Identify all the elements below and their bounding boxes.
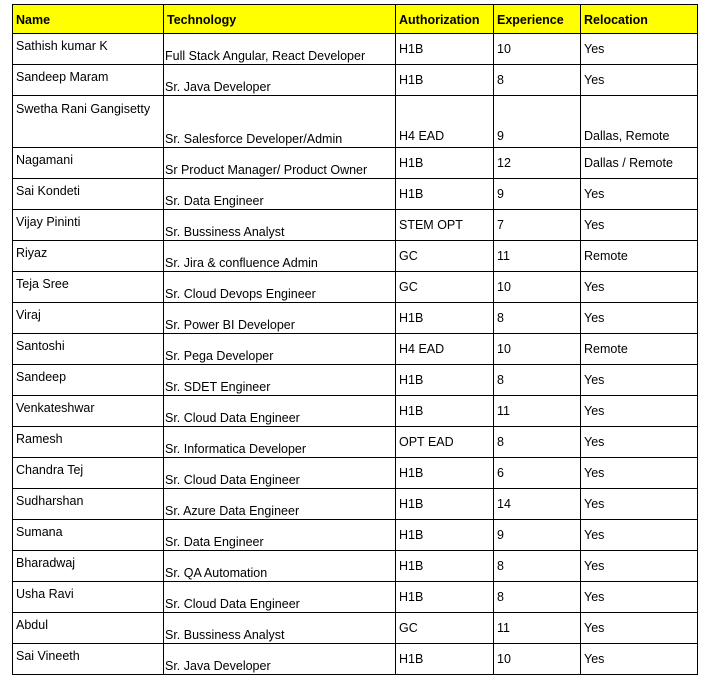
authorization-cell: STEM OPT — [396, 210, 494, 241]
table-row — [13, 613, 698, 644]
table-row — [13, 396, 698, 427]
name-cell: Sai Vineeth — [13, 644, 164, 675]
authorization-cell: GC — [396, 272, 494, 303]
name-cell: Usha Ravi — [13, 582, 164, 613]
technology-cell: Sr. Power BI Developer — [164, 303, 396, 334]
relocation-cell: Yes — [581, 179, 698, 210]
name-cell: Swetha Rani Gangisetty — [13, 96, 164, 148]
technology-cell: Sr Product Manager/ Product Owner — [164, 148, 396, 179]
experience-cell: 10 — [494, 334, 581, 365]
authorization-cell: H1B — [396, 551, 494, 582]
relocation-cell: Yes — [581, 427, 698, 458]
header-relocation: Relocation — [581, 5, 698, 34]
authorization-cell: GC — [396, 241, 494, 272]
relocation-cell: Yes — [581, 458, 698, 489]
relocation-cell: Yes — [581, 489, 698, 520]
relocation-cell: Yes — [581, 551, 698, 582]
experience-cell: 11 — [494, 613, 581, 644]
table-row — [13, 241, 698, 272]
name-cell: Riyaz — [13, 241, 164, 272]
relocation-cell: Yes — [581, 644, 698, 675]
technology-cell: Sr. Cloud Data Engineer — [164, 396, 396, 427]
relocation-cell: Yes — [581, 613, 698, 644]
experience-cell: 7 — [494, 210, 581, 241]
technology-cell: Sr. Cloud Data Engineer — [164, 458, 396, 489]
table-row — [13, 427, 698, 458]
name-cell: Sai Kondeti — [13, 179, 164, 210]
experience-cell: 10 — [494, 272, 581, 303]
relocation-cell: Remote — [581, 241, 698, 272]
authorization-cell: H1B — [396, 303, 494, 334]
authorization-cell: H1B — [396, 520, 494, 551]
table-row — [13, 644, 698, 675]
table-row — [13, 303, 698, 334]
name-cell: Viraj — [13, 303, 164, 334]
technology-cell: Sr. Salesforce Developer/Admin — [164, 96, 396, 148]
experience-cell: 8 — [494, 427, 581, 458]
name-cell: Ramesh — [13, 427, 164, 458]
authorization-cell: H1B — [396, 34, 494, 65]
technology-cell: Sr. Java Developer — [164, 65, 396, 96]
experience-cell: 8 — [494, 582, 581, 613]
experience-cell: 9 — [494, 179, 581, 210]
relocation-cell: Yes — [581, 65, 698, 96]
experience-cell: 12 — [494, 148, 581, 179]
authorization-cell: H1B — [396, 396, 494, 427]
relocation-cell: Remote — [581, 334, 698, 365]
authorization-cell: H1B — [396, 365, 494, 396]
technology-cell: Sr. Data Engineer — [164, 520, 396, 551]
table-row — [13, 272, 698, 303]
experience-cell: 9 — [494, 520, 581, 551]
name-cell: Sudharshan — [13, 489, 164, 520]
experience-cell: 8 — [494, 551, 581, 582]
table-row — [13, 520, 698, 551]
name-cell: Venkateshwar — [13, 396, 164, 427]
candidates-table — [12, 4, 698, 675]
technology-cell: Sr. Azure Data Engineer — [164, 489, 396, 520]
name-cell: Nagamani — [13, 148, 164, 179]
name-cell: Sumana — [13, 520, 164, 551]
table-row — [13, 210, 698, 241]
name-cell: Sathish kumar K — [13, 34, 164, 65]
relocation-cell: Yes — [581, 272, 698, 303]
authorization-cell: H1B — [396, 458, 494, 489]
table-row — [13, 96, 698, 148]
relocation-cell: Yes — [581, 582, 698, 613]
header-name: Name — [13, 5, 164, 34]
table-row — [13, 489, 698, 520]
experience-cell: 11 — [494, 241, 581, 272]
name-cell: Sandeep Maram — [13, 65, 164, 96]
authorization-cell: H1B — [396, 179, 494, 210]
experience-cell: 10 — [494, 34, 581, 65]
experience-cell: 8 — [494, 65, 581, 96]
table-row — [13, 582, 698, 613]
technology-cell: Full Stack Angular, React Developer — [164, 34, 396, 65]
authorization-cell: H4 EAD — [396, 96, 494, 148]
name-cell: Santoshi — [13, 334, 164, 365]
technology-cell: Sr. SDET Engineer — [164, 365, 396, 396]
technology-cell: Sr. Cloud Data Engineer — [164, 582, 396, 613]
name-cell: Chandra Tej — [13, 458, 164, 489]
table-row — [13, 65, 698, 96]
table-row — [13, 148, 698, 179]
relocation-cell: Yes — [581, 365, 698, 396]
header-experience: Experience — [494, 5, 581, 34]
relocation-cell: Dallas / Remote — [581, 148, 698, 179]
table-row — [13, 34, 698, 65]
relocation-cell: Yes — [581, 520, 698, 551]
authorization-cell: GC — [396, 613, 494, 644]
relocation-cell: Yes — [581, 34, 698, 65]
relocation-cell: Yes — [581, 210, 698, 241]
technology-cell: Sr. Informatica Developer — [164, 427, 396, 458]
table-row — [13, 179, 698, 210]
authorization-cell: H1B — [396, 148, 494, 179]
table-body — [13, 34, 698, 675]
technology-cell: Sr. Jira & confluence Admin — [164, 241, 396, 272]
experience-cell: 8 — [494, 365, 581, 396]
authorization-cell: H1B — [396, 644, 494, 675]
header-row — [13, 5, 698, 34]
authorization-cell: H1B — [396, 582, 494, 613]
experience-cell: 11 — [494, 396, 581, 427]
authorization-cell: OPT EAD — [396, 427, 494, 458]
authorization-cell: H1B — [396, 65, 494, 96]
technology-cell: Sr. Java Developer — [164, 644, 396, 675]
header-authorization: Authorization — [396, 5, 494, 34]
table-row — [13, 365, 698, 396]
technology-cell: Sr. Bussiness Analyst — [164, 210, 396, 241]
table-row — [13, 458, 698, 489]
experience-cell: 14 — [494, 489, 581, 520]
authorization-cell: H1B — [396, 489, 494, 520]
technology-cell: Sr. Bussiness Analyst — [164, 613, 396, 644]
table-row — [13, 551, 698, 582]
experience-cell: 8 — [494, 303, 581, 334]
experience-cell: 9 — [494, 96, 581, 148]
relocation-cell: Dallas, Remote — [581, 96, 698, 148]
technology-cell: Sr. Data Engineer — [164, 179, 396, 210]
technology-cell: Sr. Pega Developer — [164, 334, 396, 365]
name-cell: Sandeep — [13, 365, 164, 396]
name-cell: Teja Sree — [13, 272, 164, 303]
experience-cell: 10 — [494, 644, 581, 675]
authorization-cell: H4 EAD — [396, 334, 494, 365]
experience-cell: 6 — [494, 458, 581, 489]
name-cell: Vijay Pininti — [13, 210, 164, 241]
relocation-cell: Yes — [581, 303, 698, 334]
relocation-cell: Yes — [581, 396, 698, 427]
name-cell: Abdul — [13, 613, 164, 644]
header-technology: Technology — [164, 5, 396, 34]
technology-cell: Sr. QA Automation — [164, 551, 396, 582]
table-row — [13, 334, 698, 365]
technology-cell: Sr. Cloud Devops Engineer — [164, 272, 396, 303]
name-cell: Bharadwaj — [13, 551, 164, 582]
